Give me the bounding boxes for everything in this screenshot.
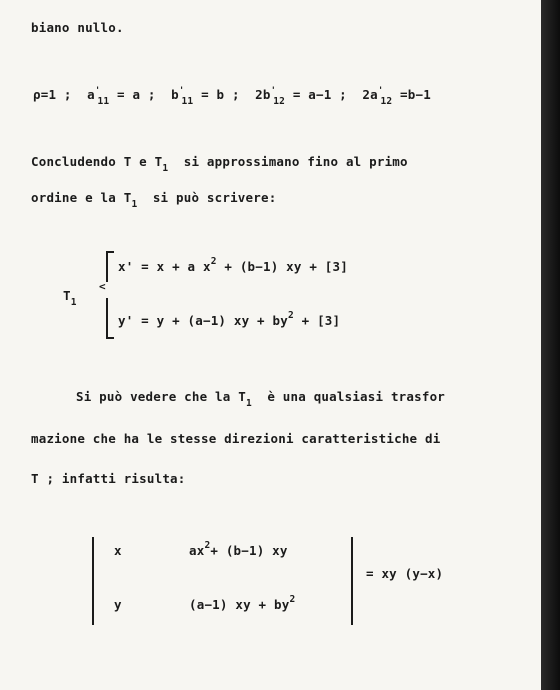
equation-y (118, 310, 341, 328)
subscript: 1 (131, 199, 138, 210)
text-fragment: biano nullo. (31, 20, 124, 35)
subscript: 11 (97, 96, 110, 107)
rho-equation: ρ=1 ; (33, 87, 72, 102)
text-line (76, 389, 446, 409)
text-fragment: T ; infatti risulta: (31, 471, 186, 486)
b11-value: = b ; (201, 87, 240, 102)
text-fragment: x' = x + a x (118, 259, 211, 274)
text-line (31, 431, 440, 446)
b12-value: = a−1 ; (292, 87, 347, 102)
text-fragment: + (b−1) xy (210, 543, 288, 558)
text-fragment: mazione che ha le stesse direzioni caratteristiche di (31, 431, 441, 446)
text-fragment: Si può vedere che la T (76, 389, 246, 404)
superscript: 2 (289, 594, 296, 605)
text-line (31, 190, 277, 210)
text-fragment: < (99, 280, 106, 293)
subscript: 1 (70, 297, 77, 308)
text-fragment: T (63, 288, 71, 303)
text-line (31, 471, 186, 486)
subscript: 12 (273, 96, 286, 107)
determinant-cell-y (114, 597, 122, 612)
text-fragment: y' = y + (a−1) xy + by (118, 313, 288, 328)
system-label (63, 288, 77, 308)
text-fragment: è una qualsiasi trasfor (267, 389, 446, 404)
prime-mark: ' (270, 86, 277, 96)
bracket-lower-line (106, 298, 108, 338)
text-fragment: = xy (y−x) (366, 566, 444, 581)
prime-mark: ' (377, 86, 384, 96)
subscript: 12 (380, 96, 393, 107)
bracket-upper-serif (106, 251, 114, 253)
subscript: 1 (245, 398, 252, 409)
text-fragment: si può scrivere: (152, 190, 277, 205)
superscript: 2 (210, 256, 217, 267)
b12-symbol: 2b (255, 87, 271, 102)
parameter-line (33, 86, 431, 107)
determinant-result (366, 566, 443, 581)
superscript: 2 (204, 540, 211, 551)
superscript: 2 (287, 310, 294, 321)
page-edge-shadow (541, 0, 560, 690)
determinant-left-bar (92, 537, 94, 625)
determinant-right-bar (351, 537, 353, 625)
bracket-lower-serif (106, 337, 114, 339)
bracket-upper-line (106, 251, 108, 282)
text-fragment: ordine e la T (31, 190, 132, 205)
brace-symbol (99, 280, 106, 293)
text-line (31, 20, 124, 35)
text-fragment: + [3] (301, 313, 341, 328)
text-fragment: ax (189, 543, 205, 558)
determinant-cell-x (114, 543, 122, 558)
prime-mark: ' (178, 86, 185, 96)
a12-symbol: 2a (362, 87, 378, 102)
text-fragment: si approssimano fino al primo (183, 154, 408, 169)
text-fragment: x (114, 543, 122, 558)
text-fragment: Concludendo T e T (31, 154, 163, 169)
a11-symbol: a (87, 87, 95, 102)
subscript: 11 (181, 96, 194, 107)
text-fragment: y (114, 597, 122, 612)
equation-x (118, 256, 348, 274)
a12-value: =b−1 (400, 87, 431, 102)
text-fragment: (a−1) xy + by (189, 597, 290, 612)
a11-value: = a ; (117, 87, 156, 102)
subscript: 1 (162, 163, 169, 174)
prime-mark: ' (94, 86, 101, 96)
determinant-cell-q (189, 594, 296, 612)
determinant-cell-p (189, 540, 288, 558)
text-line (31, 154, 408, 174)
b11-symbol: b (171, 87, 179, 102)
text-fragment: + (b−1) xy + [3] (224, 259, 348, 274)
